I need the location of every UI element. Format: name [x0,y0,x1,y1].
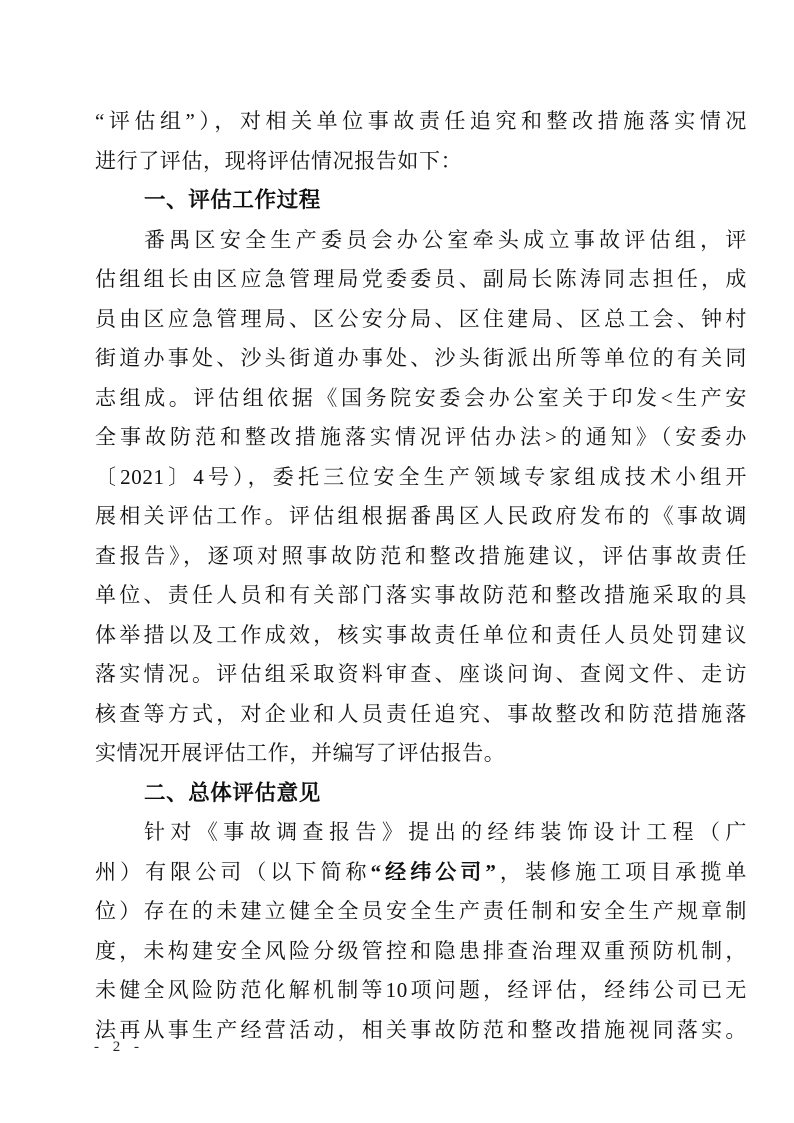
section-heading-2: 二、总体评估意见 [144,780,321,805]
company-name-emphasis: “经纬公司” [370,859,497,884]
doc-line: 度，未构建安全风险分级管控和隐患排查治理双重预防机制， [95,938,747,963]
doc-line: 进行了评估，现将评估情况报告如下： [95,148,463,173]
doc-line: 未健全风险防范化解机制等10项问题，经评估，经纬公司已无 [95,978,747,1002]
doc-line: 查报告》，逐项对照事故防范和整改措施建议，评估事故责任 [95,543,747,568]
doc-line: 实情况开展评估工作，并编写了评估报告。 [95,741,506,765]
doc-line: 志组成。评估组依据《国务院安委会办公室关于印发<生产安 [95,385,747,410]
doc-line: “评估组”），对相关单位事故责任追究和整改措施落实情况 [95,109,747,133]
doc-line: 针对《事故调查报告》提出的经纬装饰设计工程（广 [144,820,747,844]
doc-line: 估组组长由区应急管理局党委委员、副局长陈涛同志担任，成 [95,267,747,291]
doc-line-segment: ，装修施工项目承揽单 [496,859,747,884]
doc-line: 体举措以及工作成效，核实事故责任单位和责任人员处罚建议 [95,622,747,647]
doc-line: 单位、责任人员和有关部门落实事故防范和整改措施采取的具 [95,583,747,607]
doc-line: 展相关评估工作。评估组根据番禺区人民政府发布的《事故调 [95,504,747,528]
doc-line: 核查等方式，对企业和人员责任追究、事故整改和防范措施落 [95,701,747,726]
doc-line: 街道办事处、沙头街道办事处、沙头街派出所等单位的有关同 [95,346,747,370]
doc-line: 法再从事生产经营活动，相关事故防范和整改措施视同落实。 [95,1017,747,1042]
doc-line: 番禺区安全生产委员会办公室牵头成立事故评估组，评 [144,227,747,252]
doc-line: 员由区应急管理局、区公安分局、区住建局、区总工会、钟村 [95,306,747,331]
doc-line-with-bold [95,853,747,893]
doc-line-segment: 州）有限公司（以下简称 [95,859,371,884]
doc-line: 位）存在的未建立健全全员安全生产责任制和安全生产规章制 [95,899,747,923]
document-body [95,102,747,1050]
doc-line: 〔2021〕4号），委托三位安全生产领域专家组成技术小组开 [95,464,747,489]
section-heading-1: 一、评估工作过程 [144,188,321,212]
doc-line: 全事故防范和整改措施落实情况评估办法>的通知》（安委办 [95,425,747,449]
doc-line: 落实情况。评估组采取资料审查、座谈问询、查阅文件、走访 [95,662,747,686]
page-number: - 2 - [94,1039,143,1055]
